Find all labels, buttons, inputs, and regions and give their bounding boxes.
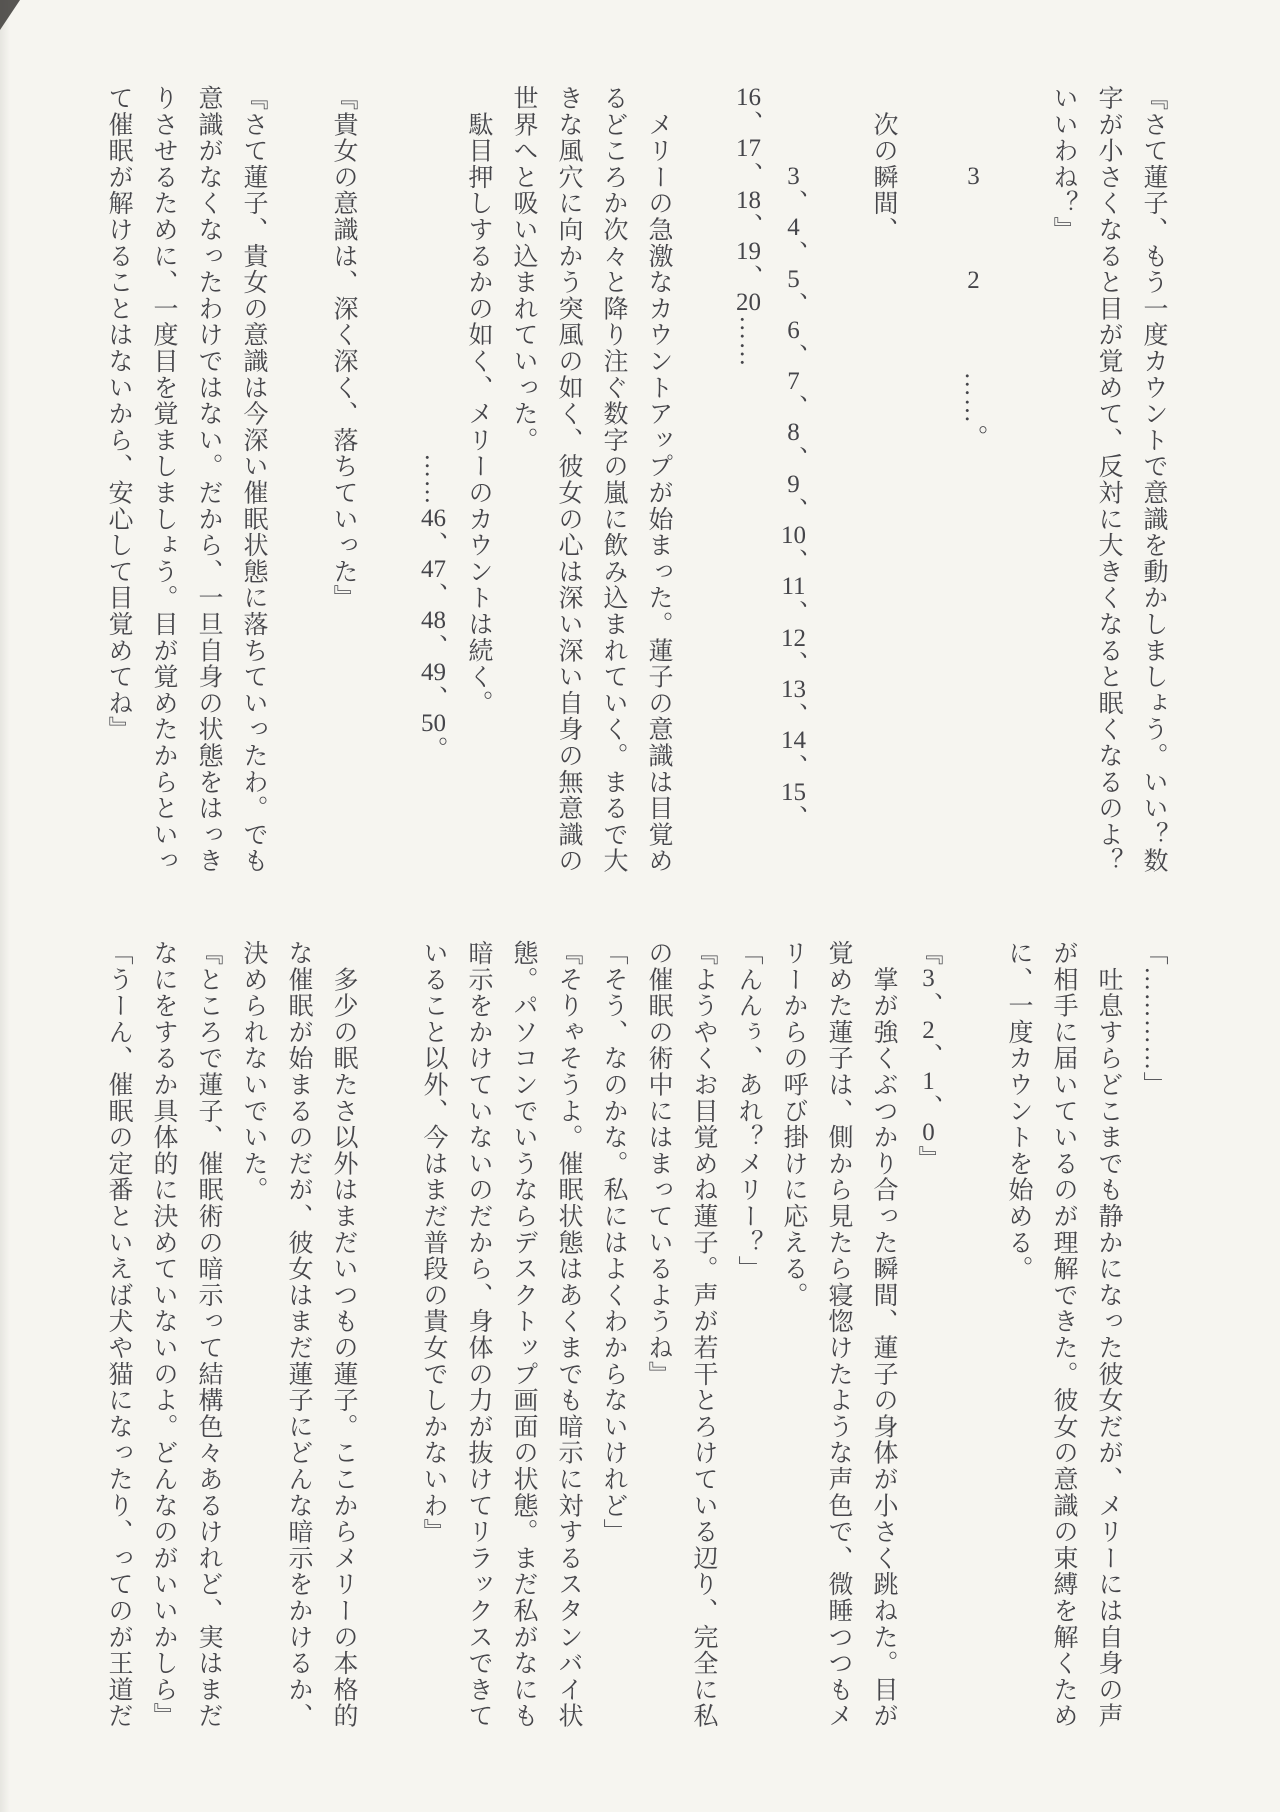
blank-column bbox=[681, 85, 726, 885]
text-column: メリーの急激なカウントアップが始まった。蓮子の意識は目覚め bbox=[645, 85, 672, 874]
text-column: が相手に届いているのが理解できた。彼女の意識の束縛を解くため bbox=[1050, 940, 1077, 1729]
text-column: 『ところで蓮子、催眠術の暗示って結構色々あるけれど、実はまだ bbox=[195, 940, 222, 1729]
text-column: いいわね？』 bbox=[1050, 85, 1077, 243]
upright-number: 17 bbox=[736, 136, 761, 162]
upright-number: 47 bbox=[421, 557, 446, 583]
text-column: 『さて蓮子、貴女の意識は今深い催眠状態に落ちていったわ。でも bbox=[240, 85, 267, 874]
text-column: な催眠が始まるのだが、彼女はまだ蓮子にどんな暗示をかけるか、 bbox=[285, 940, 312, 1729]
upright-number: 14 bbox=[781, 728, 806, 754]
upright-number: 8 bbox=[787, 420, 800, 446]
text-column: リーからの呼び掛けに応える。 bbox=[780, 940, 807, 1309]
scan-corner-artifact bbox=[0, 0, 20, 30]
text-column: の催眠の術中にはまっているようね』 bbox=[645, 940, 672, 1388]
text-column: に、一度カウントを始める。 bbox=[1005, 940, 1032, 1282]
text-column: 3、4、5、6、7、8、9、10、11、12、13、14、15、 bbox=[780, 163, 807, 831]
text-column: いること以外、今はまだ普段の貴女でしかないわ』 bbox=[420, 940, 447, 1545]
text-column: 『さて蓮子、もう一度カウントで意識を動かしましょう。いい？数 bbox=[1140, 85, 1167, 874]
text-column: 「んんぅ、あれ？メリー？」 bbox=[735, 940, 762, 1282]
upright-number: 50 bbox=[421, 711, 446, 737]
upright-number: 10 bbox=[781, 523, 806, 549]
upright-number: 20 bbox=[736, 290, 761, 316]
upright-number: 49 bbox=[421, 659, 446, 685]
upright-number: 7 bbox=[787, 369, 800, 395]
text-column: 『貴女の意識は、深く深く、落ちていった』 bbox=[330, 85, 357, 611]
upright-number: 6 bbox=[787, 317, 800, 343]
text-column: 『ようやくお目覚めね蓮子。声が若干とろけている辺り、完全に私 bbox=[690, 940, 717, 1729]
upright-number: 3 bbox=[787, 163, 800, 189]
blank-column bbox=[951, 940, 996, 1740]
text-column: 態。パソコンでいうならデスクトップ画面の状態。まだ私がなにも bbox=[510, 940, 537, 1729]
text-column: 吐息すらどこまでも静かになった彼女だが、メリーには自身の声 bbox=[1095, 940, 1122, 1729]
upright-number: 5 bbox=[787, 266, 800, 292]
text-column: 覚めた蓮子は、側から見たら寝惚けたような声色で、微睡つつもメ bbox=[825, 940, 852, 1729]
text-column: 決められないでいた。 bbox=[240, 940, 267, 1203]
upright-number: 9 bbox=[787, 471, 800, 497]
text-column: 世界へと吸い込まれていった。 bbox=[510, 85, 537, 454]
upright-number: 4 bbox=[787, 215, 800, 241]
blank-column bbox=[906, 85, 951, 885]
text-column: るどころか次々と降り注ぐ数字の嵐に飲み込まれていく。まるで大 bbox=[600, 85, 627, 874]
upright-number: 2 bbox=[922, 1017, 935, 1043]
upright-number: 16 bbox=[736, 85, 761, 110]
upright-number: 1 bbox=[922, 1068, 935, 1094]
text-column: 16、17、18、19、20…… bbox=[735, 85, 762, 368]
blank-column bbox=[276, 85, 321, 885]
text-column: なにをするか具体的に決めていないのよ。どんなのがいいかしら』 bbox=[150, 940, 177, 1729]
upright-number: 19 bbox=[736, 238, 761, 264]
text-column: 「…………」 bbox=[1140, 940, 1167, 1098]
text-tier-lower bbox=[96, 940, 1176, 1740]
text-column: 3 2 ……。 bbox=[960, 163, 987, 451]
upright-number: 3 bbox=[967, 163, 980, 189]
text-column: 掌が強くぶつかり合った瞬間、蓮子の身体が小さく跳ねた。目が bbox=[870, 940, 897, 1729]
text-column: 駄目押しするかの如く、メリーのカウントは続く。 bbox=[465, 85, 492, 717]
text-column: 次の瞬間、 bbox=[870, 85, 897, 243]
upright-number: 3 bbox=[922, 966, 935, 992]
upright-number: 12 bbox=[781, 625, 806, 651]
blank-column bbox=[366, 85, 411, 885]
text-column: 字が小さくなると目が覚めて、反対に大きくなると眠くなるのよ？ bbox=[1095, 85, 1122, 874]
text-column: 多少の眠たさ以外はまだいつもの蓮子。ここからメリーの本格的 bbox=[330, 940, 357, 1729]
text-column: ……46、47、48、49、50。 bbox=[420, 85, 447, 763]
blank-column bbox=[816, 85, 861, 885]
text-column: 「うーん、催眠の定番といえば犬や猫になったり、ってのが王道だ bbox=[105, 940, 132, 1729]
text-tier-upper bbox=[96, 85, 1176, 885]
upright-number: 2 bbox=[967, 267, 980, 293]
upright-number: 0 bbox=[922, 1120, 935, 1146]
text-column: 『そりゃそうよ。催眠状態はあくまでも暗示に対するスタンバイ状 bbox=[555, 940, 582, 1729]
upright-number: 18 bbox=[736, 187, 761, 213]
text-column: て催眠が解けることはないから、安心して目覚めてね』 bbox=[105, 85, 132, 743]
upright-number: 48 bbox=[421, 608, 446, 634]
text-column: りさせるために、一度目を覚ましましょう。目が覚めたからといっ bbox=[150, 85, 177, 874]
blank-column bbox=[366, 940, 411, 1740]
text-column: 暗示をかけていないのだから、身体の力が抜けてリラックスできて bbox=[465, 940, 492, 1729]
upright-number: 46 bbox=[421, 505, 446, 531]
text-column: 『3、2、1、0』 bbox=[915, 940, 942, 1172]
upright-number: 13 bbox=[781, 677, 806, 703]
text-column: きな風穴に向かう突風の如く、彼女の心は深い深い自身の無意識の bbox=[555, 85, 582, 874]
upright-number: 15 bbox=[781, 779, 806, 805]
upright-number: 11 bbox=[781, 574, 806, 600]
text-column: 意識がなくなったわけではない。だから、一旦自身の状態をはっき bbox=[195, 85, 222, 874]
blank-column bbox=[996, 85, 1041, 885]
text-column: 「そう、なのかな。私にはよくわからないけれど」 bbox=[600, 940, 627, 1545]
